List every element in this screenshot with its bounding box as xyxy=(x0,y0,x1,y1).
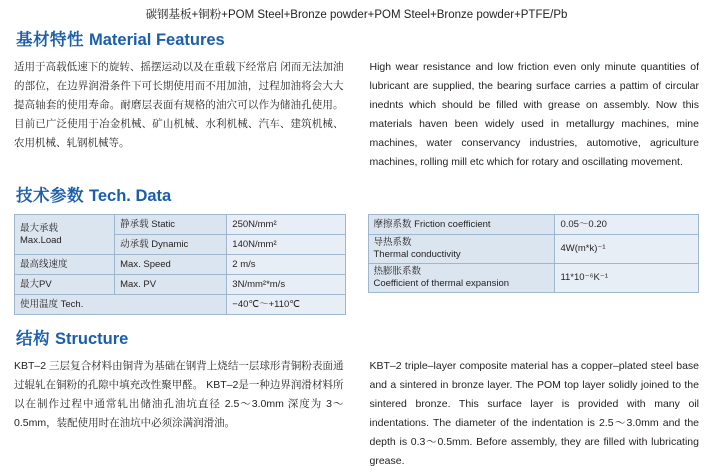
structure-columns xyxy=(14,357,699,471)
max-pv-label-en: Max. PV xyxy=(115,275,227,295)
static-load-sub-label xyxy=(115,215,227,235)
thermal-expansion-label xyxy=(368,264,555,293)
max-pv-value: 3N/mm²*m/s xyxy=(227,275,345,295)
top-composition-line: 碳钢基板+铜粉+POM Steel+Bronze powder+POM Steel+Bronze powder+PTFE/Pb xyxy=(145,9,568,21)
table-row xyxy=(368,264,699,293)
dynamic-load-cn: 动承载 xyxy=(120,238,149,250)
static-load-cn: 静承载 xyxy=(120,218,149,230)
table-row xyxy=(15,295,346,315)
tech-data-left-table xyxy=(14,214,346,315)
thermal-expansion-label-cn: 热膨胀系数 xyxy=(373,266,422,277)
table-row xyxy=(15,275,346,295)
friction-coefficient-value: 0.05～0.20 xyxy=(555,215,699,235)
thermal-conductivity-label-cn: 导热系数 xyxy=(373,237,412,248)
max-load-label xyxy=(15,215,115,255)
section-title-tech-data xyxy=(16,186,699,206)
dynamic-load-en: Dynamic xyxy=(151,238,189,250)
thermal-conductivity-value: 4W(m*k)⁻¹ xyxy=(555,235,699,264)
material-features-columns xyxy=(14,58,699,172)
table-row xyxy=(368,235,699,264)
temperature-value: −40℃～+110℃ xyxy=(227,295,345,315)
friction-coefficient-label: 摩擦系数 Friction coefficient xyxy=(368,215,555,235)
structure-cn-column xyxy=(14,357,344,433)
tech-title-en: Tech. Data xyxy=(89,187,172,205)
structure-en-column xyxy=(370,357,700,471)
section-title-material-features xyxy=(16,30,699,50)
tech-data-tables xyxy=(14,214,699,315)
max-load-label-en: Max.Load xyxy=(20,234,62,246)
tech-data-right-wrapper xyxy=(368,214,700,293)
material-features-cn-text: 适用于高载低速下的旋转、摇摆运动以及在重载下经常启 闭而无法加油的部位，在边界润滑条件下可长期使用而不用加油，过程加油将会大大提高轴套的使用寿命。耐磨层表面有规格的油穴可以作为储油孔使用。目前已广泛使用于冶金机械、矿山机械、水利机械、汽车、建筑机械、农用机械、轧钢机械等。 xyxy=(14,61,344,149)
thermal-expansion-value: 11*10⁻⁶K⁻¹ xyxy=(555,264,699,293)
dynamic-load-sub-label xyxy=(115,235,227,255)
table-row xyxy=(368,215,699,235)
section-title-en: Material Features xyxy=(89,31,225,49)
temperature-label: 使用温度 Tech. xyxy=(15,295,227,315)
thermal-conductivity-label xyxy=(368,235,555,264)
section-title-cn: 基材特性 xyxy=(16,31,84,49)
thermal-expansion-label-en: Coefficient of thermal expansion xyxy=(373,278,510,289)
static-load-value: 250N/mm² xyxy=(227,215,345,235)
structure-title-cn: 结构 xyxy=(16,330,50,348)
max-speed-label-cn: 最高线速度 xyxy=(15,255,115,275)
table-row xyxy=(15,215,346,235)
material-features-cn-column xyxy=(14,58,344,153)
static-load-en: Static xyxy=(151,218,176,230)
material-features-en-text: High wear resistance and low friction even only minute quantities of lubricant are supplied, the bearing surface carries a pattim of circular inednts which should be filled with grease on assembly. Now this materials haven been widely used in metallurgy machines, mine machines, water conservancy industries, automotive, agriculture machines, rolling mill etc which for rotary and oscillating movement. xyxy=(369,61,699,168)
tech-title-cn: 技术参数 xyxy=(16,187,84,205)
max-speed-label-en: Max. Speed xyxy=(115,255,227,275)
structure-cn-text: KBT–2 三层复合材料由铜背为基础在钢背上烧结一层球形青铜粉表面通过辊轧在铜粉的孔隙中填充改性聚甲醛。 KBT–2是一种边界润滑材料所以在制作过程中通常轧出储油孔油坑直径 2.5～3.0mm 深度为 3～0.5mm，装配使用时在油坑中必须涂满润滑油。 xyxy=(14,360,344,429)
tech-data-left-wrapper xyxy=(14,214,346,315)
max-load-label-cn: 最大承载 xyxy=(20,222,59,234)
table-row xyxy=(15,255,346,275)
dynamic-load-value: 140N/mm² xyxy=(227,235,345,255)
max-pv-label-cn: 最大PV xyxy=(15,275,115,295)
structure-en-text: KBT–2 triple–layer composite material has a copper–plated steel base and a sintered in bronze layer. The POM top layer solidly joined to the sintered bronze. This surface layer is provided with many oil indentations. The diameter of the indentation is 2.5～3.0mm and the depth is 0.3～0.5mm. Before assembly, they are filled with lubricating grease. xyxy=(369,360,699,467)
structure-title-en: Structure xyxy=(55,330,129,348)
material-features-en-column xyxy=(370,58,700,172)
thermal-conductivity-label-en: Thermal conductivity xyxy=(373,249,461,260)
max-speed-value: 2 m/s xyxy=(227,255,345,275)
section-title-structure xyxy=(16,329,699,349)
tech-data-right-table xyxy=(368,214,700,293)
